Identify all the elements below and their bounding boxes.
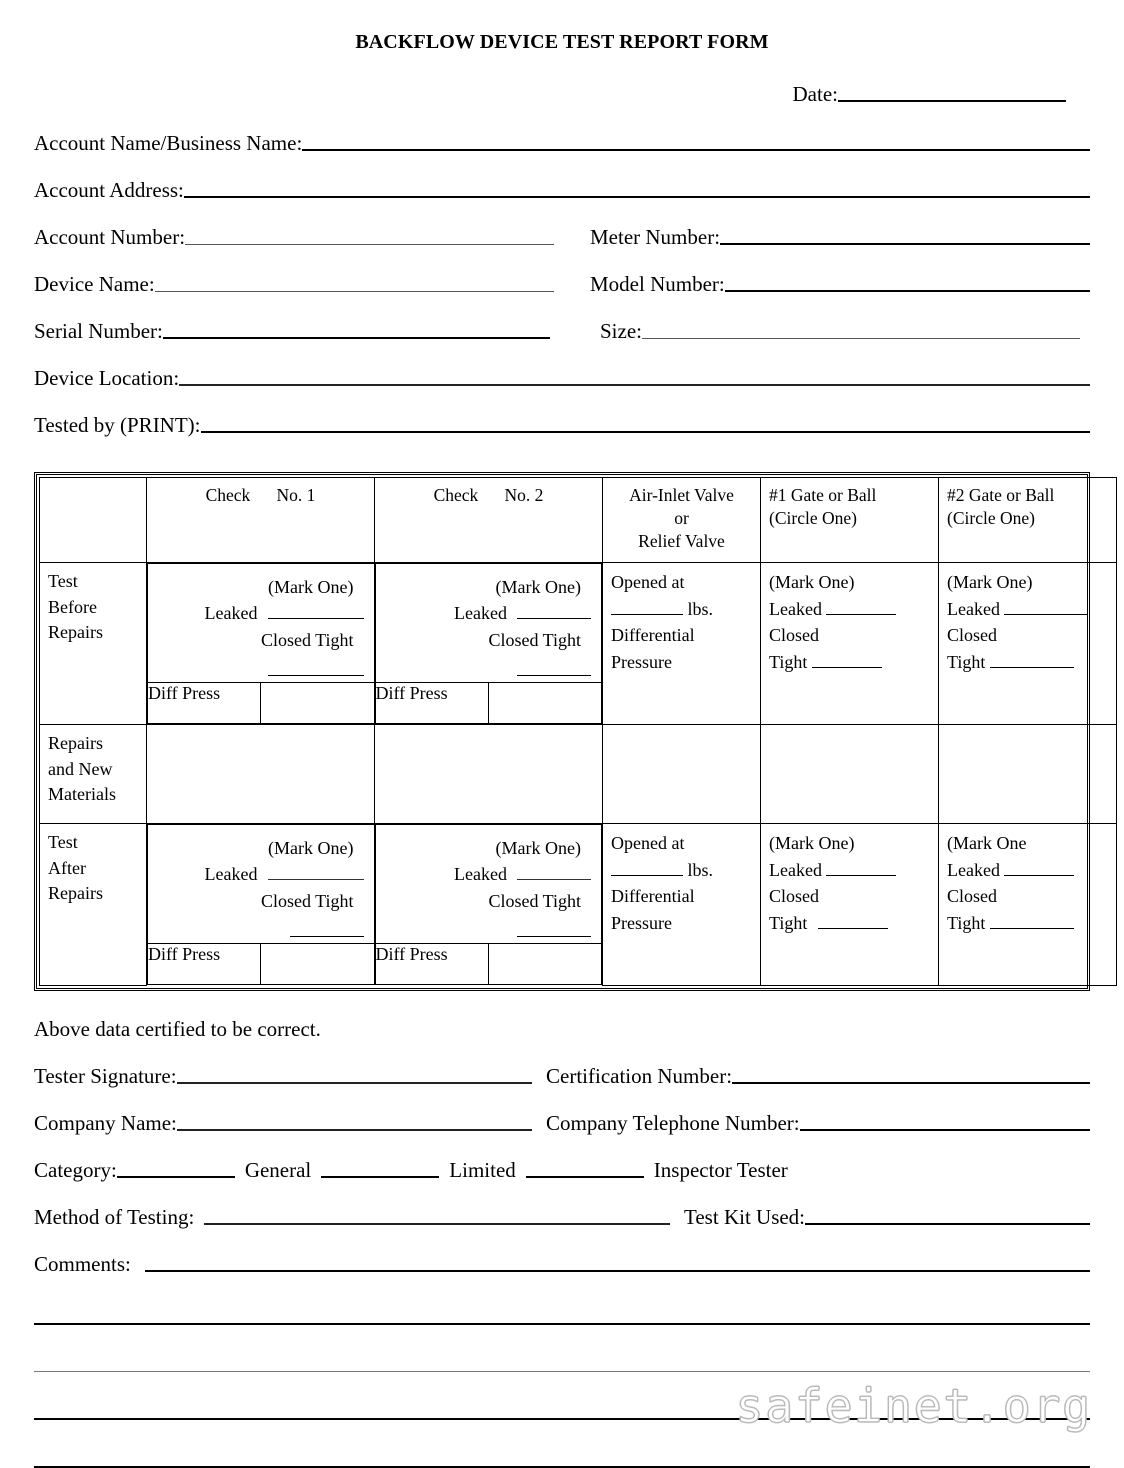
test-kit-used-label: Test Kit Used: xyxy=(684,1204,806,1229)
before-gate2-mark-one: (Mark One) xyxy=(947,572,1033,592)
after-air-lbs-label: lbs. xyxy=(687,859,714,880)
account-name-label: Account Name/Business Name: xyxy=(34,131,303,155)
after-check2-closed-tight-line xyxy=(386,888,592,914)
date-label: Date: xyxy=(792,82,838,106)
meter-number-label: Meter Number: xyxy=(590,225,721,249)
device-name-label: Device Name: xyxy=(34,272,155,296)
date-field-row xyxy=(0,54,1124,107)
cell-repairs-gate1[interactable] xyxy=(761,725,939,824)
tester-signature-field xyxy=(34,1064,546,1089)
certification-number-input-line[interactable] xyxy=(732,1082,1090,1084)
category-inspector-tester-blank[interactable] xyxy=(526,1176,644,1178)
before-gate2-tight-label: Tight xyxy=(947,651,986,672)
company-telephone-label: Company Telephone Number: xyxy=(546,1110,800,1135)
header-blank-corner xyxy=(40,478,147,563)
table-row-test-after-repairs xyxy=(40,824,1117,986)
row-label-repairs-line2: and New xyxy=(48,758,113,779)
row-label-before-line1: Test xyxy=(48,571,78,591)
after-gate2-closed: Closed xyxy=(947,886,998,907)
before-check2-leaked-line xyxy=(386,600,592,626)
before-check1-diff-press-label: Diff Press xyxy=(148,683,261,724)
before-gate1-tight-label: Tight xyxy=(769,651,808,672)
after-check2-leaked-label: Leaked xyxy=(454,864,507,885)
company-name-field xyxy=(34,1111,546,1136)
header-air-inlet-valve xyxy=(603,478,761,563)
after-air-pressure: Pressure xyxy=(611,912,672,933)
before-air-lbs-line xyxy=(611,596,752,623)
header-check-no-2-line2: No. 2 xyxy=(504,485,544,505)
device-name-field xyxy=(34,272,590,297)
header-gate-ball-2-line1: #2 Gate or Ball xyxy=(947,485,1055,505)
device-location-label: Device Location: xyxy=(34,366,180,390)
after-check1-diff-press-row xyxy=(148,944,375,985)
site-watermark: safeinet.org xyxy=(735,1379,1092,1433)
after-check1-closed-tight-label: Closed Tight xyxy=(260,890,354,911)
before-gate1-leaked-blank[interactable] xyxy=(826,599,896,615)
after-gate1-tight-label: Tight xyxy=(769,912,808,933)
before-check1-mark-one-line xyxy=(158,574,364,600)
header-gate-ball-2 xyxy=(939,478,1117,563)
before-check1-leaked-blank[interactable] xyxy=(268,603,364,619)
account-address-label: Account Address: xyxy=(34,178,184,202)
before-check2-mark-one-line xyxy=(386,574,592,600)
after-gate2-tight-blank[interactable] xyxy=(990,913,1074,929)
after-check2-leaked-blank[interactable] xyxy=(517,864,591,880)
category-option-inspector-tester: Inspector Tester xyxy=(653,1157,788,1182)
header-air-inlet-line1: Air-Inlet Valve xyxy=(629,485,734,505)
after-check1-leaked-line xyxy=(158,861,364,887)
cell-before-gate2 xyxy=(939,563,1117,725)
header-air-inlet-line3: Relief Valve xyxy=(638,531,725,552)
cell-after-check2 xyxy=(375,824,603,986)
comments-input-line-1[interactable] xyxy=(145,1270,1090,1272)
before-check2-leaked-blank[interactable] xyxy=(517,603,591,619)
comments-input-line-5[interactable] xyxy=(34,1466,1090,1468)
header-check-no-2-line1: Check xyxy=(433,485,479,505)
before-gate1-closed: Closed xyxy=(769,625,820,646)
before-gate1-mark-one: (Mark One) xyxy=(769,572,855,592)
table-row-test-before-repairs xyxy=(40,563,1117,725)
after-air-opened-at: Opened at xyxy=(611,833,685,853)
after-gate2-tight-line xyxy=(947,910,1108,937)
after-gate2-leaked-line xyxy=(947,857,1108,884)
cell-repairs-air-inlet[interactable] xyxy=(603,725,761,824)
cell-repairs-check2[interactable] xyxy=(375,725,603,824)
header-gate-ball-1-line2: (Circle One) xyxy=(769,508,857,529)
before-check1-closed-tight-blank[interactable] xyxy=(268,675,364,676)
after-gate2-mark-one: (Mark One xyxy=(947,833,1027,853)
before-air-differential: Differential xyxy=(611,625,695,646)
comments-row xyxy=(0,1252,1124,1277)
category-option-general: General xyxy=(244,1157,312,1182)
before-gate2-leaked-label: Leaked xyxy=(947,598,1000,619)
model-number-field xyxy=(590,272,1090,297)
before-gate2-leaked-line xyxy=(947,596,1108,623)
after-gate1-closed: Closed xyxy=(769,886,820,907)
after-check1-mark-block xyxy=(148,825,374,943)
after-gate1-tight-blank[interactable] xyxy=(818,913,888,929)
after-check1-closed-tight-line xyxy=(158,888,364,914)
after-check2-diff-press-row xyxy=(375,944,602,985)
after-check1-diff-press-label: Diff Press xyxy=(148,944,261,985)
row-label-before-line3: Repairs xyxy=(48,622,103,643)
before-check1-closed-tight-line xyxy=(158,627,364,653)
test-results-table xyxy=(39,477,1117,986)
after-check1-diff-press-value[interactable] xyxy=(261,944,374,985)
before-check2-closed-tight-blank[interactable] xyxy=(517,675,591,676)
after-check2-closed-tight-blank[interactable] xyxy=(517,936,591,937)
company-telephone-input-line[interactable] xyxy=(800,1129,1090,1131)
device-location-input-line[interactable] xyxy=(179,384,1090,386)
before-air-lbs-blank[interactable] xyxy=(611,599,683,615)
row-label-repairs-line1: Repairs xyxy=(48,733,103,753)
comments-input-line-3[interactable] xyxy=(34,1371,1090,1372)
before-check1-diff-press-value[interactable] xyxy=(261,683,374,724)
table-header-row xyxy=(40,478,1117,563)
header-gate-ball-1-line1: #1 Gate or Ball xyxy=(769,485,877,505)
row-label-test-after-repairs xyxy=(40,824,147,986)
tested-by-field-row xyxy=(0,413,1124,438)
header-air-inlet-line2: or xyxy=(674,508,689,529)
company-name-label: Company Name: xyxy=(34,1110,177,1135)
method-of-testing-field xyxy=(34,1205,684,1230)
row-label-after-line3: Repairs xyxy=(48,883,103,904)
size-input-line[interactable] xyxy=(642,338,1080,339)
after-check2-diff-press-label: Diff Press xyxy=(375,944,488,985)
cell-before-check1 xyxy=(147,563,375,725)
size-field xyxy=(590,319,1090,344)
tester-signature-input-line[interactable] xyxy=(177,1082,532,1084)
account-number-label: Account Number: xyxy=(34,225,186,249)
account-number-input-line[interactable] xyxy=(185,244,554,245)
after-check2-closed-tight-label: Closed Tight xyxy=(488,890,581,911)
after-air-differential: Differential xyxy=(611,886,695,907)
category-row xyxy=(0,1158,1124,1183)
header-gate-ball-1 xyxy=(761,478,939,563)
before-gate1-leaked-label: Leaked xyxy=(769,598,822,619)
cell-after-gate2 xyxy=(939,824,1117,986)
row-label-test-before-repairs xyxy=(40,563,147,725)
signature-certification-row xyxy=(0,1064,1124,1089)
tester-signature-label: Tester Signature: xyxy=(34,1063,177,1088)
method-testkit-row xyxy=(0,1205,1124,1230)
before-gate1-leaked-line xyxy=(769,596,930,623)
after-check2-mark-one-line xyxy=(386,835,592,861)
after-air-lbs-line xyxy=(611,857,752,884)
certification-number-label: Certification Number: xyxy=(546,1063,733,1088)
after-gate1-tight-line xyxy=(769,910,930,937)
model-number-input-line[interactable] xyxy=(725,290,1090,292)
after-check1-mark-one: (Mark One) xyxy=(268,838,354,858)
before-check1-mark-one: (Mark One) xyxy=(268,577,354,597)
test-kit-used-input-line[interactable] xyxy=(805,1223,1090,1225)
before-check2-mark-block xyxy=(376,564,602,682)
account-address-input-line[interactable] xyxy=(184,196,1090,198)
after-gate2-leaked-blank[interactable] xyxy=(1004,860,1074,876)
category-limited-blank[interactable] xyxy=(321,1176,439,1178)
company-telephone-field xyxy=(546,1111,1090,1136)
row-label-after-line2: After xyxy=(48,857,86,878)
serial-size-row xyxy=(0,319,1124,344)
after-gate2-leaked-label: Leaked xyxy=(947,859,1000,880)
before-check2-diff-press-value[interactable] xyxy=(488,683,601,724)
tested-by-input-line[interactable] xyxy=(201,431,1090,433)
cell-after-check1 xyxy=(147,824,375,986)
cell-after-air-inlet xyxy=(603,824,761,986)
cell-before-gate1 xyxy=(761,563,939,725)
after-air-lbs-blank[interactable] xyxy=(611,860,683,876)
company-name-input-line[interactable] xyxy=(177,1129,532,1131)
meter-number-field xyxy=(590,225,1090,250)
before-gate2-tight-line xyxy=(947,649,1108,676)
serial-number-input-line[interactable] xyxy=(163,337,550,339)
after-gate1-leaked-line xyxy=(769,857,930,884)
after-check1-closed-tight-blank[interactable] xyxy=(290,936,364,937)
method-of-testing-label: Method of Testing: xyxy=(34,1204,195,1229)
device-name-input-line[interactable] xyxy=(155,291,554,292)
after-gate1-leaked-blank[interactable] xyxy=(826,860,896,876)
serial-number-field xyxy=(34,319,590,344)
row-label-repairs-materials xyxy=(40,725,147,824)
after-check1-mark-one-line xyxy=(158,835,364,861)
before-gate1-tight-line xyxy=(769,649,930,676)
header-check-no-1 xyxy=(147,478,375,563)
header-check-no-1-line1: Check xyxy=(205,485,251,505)
meter-number-input-line[interactable] xyxy=(720,243,1090,245)
row-label-after-line1: Test xyxy=(48,832,78,852)
before-check1-leaked-line xyxy=(158,600,364,626)
category-option-limited: Limited xyxy=(449,1157,516,1182)
row-label-repairs-line3: Materials xyxy=(48,784,116,805)
certification-number-field xyxy=(546,1064,1090,1089)
after-gate2-tight-label: Tight xyxy=(947,912,986,933)
comments-input-line-2[interactable] xyxy=(34,1323,1090,1325)
test-kit-used-field xyxy=(684,1205,1090,1230)
before-check1-diff-press-row xyxy=(148,683,375,724)
header-check-no-2 xyxy=(375,478,603,563)
certification-statement: Above data certified to be correct. xyxy=(34,1016,321,1041)
account-name-field-row xyxy=(0,131,1124,156)
header-check-no-1-line2: No. 1 xyxy=(276,485,316,505)
after-check2-leaked-line xyxy=(386,861,592,887)
page-title: BACKFLOW DEVICE TEST REPORT FORM xyxy=(355,31,769,53)
test-results-table-container xyxy=(34,472,1090,991)
size-label: Size: xyxy=(600,319,642,343)
after-check1-leaked-blank[interactable] xyxy=(268,864,364,880)
account-number-field xyxy=(34,225,590,250)
account-meter-number-row xyxy=(0,225,1124,250)
after-gate1-leaked-label: Leaked xyxy=(769,859,822,880)
before-check2-leaked-label: Leaked xyxy=(454,603,507,624)
before-gate2-closed: Closed xyxy=(947,625,998,646)
cell-repairs-gate2[interactable] xyxy=(939,725,1117,824)
before-check1-closed-tight-label: Closed Tight xyxy=(260,629,354,650)
account-name-input-line[interactable] xyxy=(302,149,1090,151)
before-check2-mark-one: (Mark One) xyxy=(495,577,581,597)
after-check1-leaked-label: Leaked xyxy=(204,864,258,885)
model-number-label: Model Number: xyxy=(590,272,725,296)
category-general-blank[interactable] xyxy=(117,1176,235,1178)
company-name-telephone-row xyxy=(0,1111,1124,1136)
date-input-line[interactable] xyxy=(838,100,1066,102)
after-check2-mark-block xyxy=(376,825,602,943)
before-check1-leaked-label: Leaked xyxy=(204,603,258,624)
before-check2-diff-press-label: Diff Press xyxy=(375,683,488,724)
device-location-field-row xyxy=(0,366,1124,391)
cell-repairs-check1[interactable] xyxy=(147,725,375,824)
before-air-lbs-label: lbs. xyxy=(687,598,714,619)
before-check2-closed-tight-label: Closed Tight xyxy=(488,629,581,650)
before-air-pressure: Pressure xyxy=(611,651,672,672)
cell-after-gate1 xyxy=(761,824,939,986)
before-gate2-tight-blank[interactable] xyxy=(990,652,1074,668)
before-gate1-tight-blank[interactable] xyxy=(812,652,882,668)
before-gate2-leaked-blank[interactable] xyxy=(1004,599,1088,615)
serial-number-label: Serial Number: xyxy=(34,319,163,343)
category-label: Category: xyxy=(34,1157,117,1182)
row-label-before-line2: Before xyxy=(48,596,97,617)
before-air-opened-at: Opened at xyxy=(611,572,685,592)
after-gate1-mark-one: (Mark One) xyxy=(769,833,855,853)
table-row-repairs-and-new-materials xyxy=(40,725,1117,824)
comments-label: Comments: xyxy=(34,1251,131,1276)
account-address-field-row xyxy=(0,178,1124,203)
device-model-row xyxy=(0,272,1124,297)
method-of-testing-input-line[interactable] xyxy=(204,1223,670,1225)
cell-before-check2 xyxy=(375,563,603,725)
before-check1-mark-block xyxy=(148,564,374,682)
before-check2-closed-tight-line xyxy=(386,627,592,653)
after-check2-mark-one: (Mark One) xyxy=(495,838,581,858)
header-gate-ball-2-line2: (Circle One) xyxy=(947,508,1035,529)
tested-by-label: Tested by (PRINT): xyxy=(34,413,201,437)
before-check2-diff-press-row xyxy=(375,683,602,724)
cell-before-air-inlet xyxy=(603,563,761,725)
after-check2-diff-press-value[interactable] xyxy=(488,944,601,985)
